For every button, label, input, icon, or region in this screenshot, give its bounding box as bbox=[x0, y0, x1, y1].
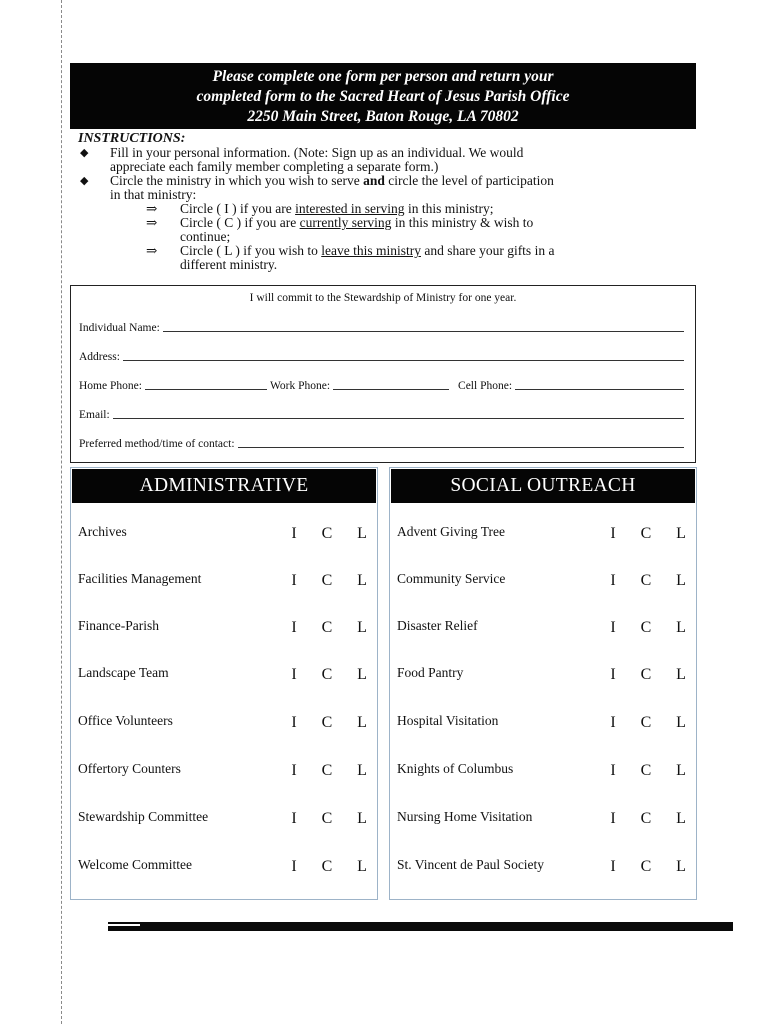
admin-ministry-name[interactable]: Stewardship Committee bbox=[78, 809, 209, 824]
admin-ministry-row bbox=[78, 571, 377, 591]
instruction-bullet-1: ◆ Fill in your personal information. (Note: Sign up as an individual. We would appreciate each family member completing a separate form.) bbox=[80, 145, 524, 174]
outreach-ministry-row bbox=[397, 713, 696, 733]
option-i-circle-target[interactable]: I bbox=[610, 858, 616, 875]
instruction-sub-2: ⇒ Circle ( C ) if you are currently serving in this ministry & wish to continue; bbox=[146, 215, 534, 244]
outreach-ministry-name[interactable]: Nursing Home Visitation bbox=[397, 809, 533, 824]
option-c-circle-target[interactable]: C bbox=[640, 858, 652, 875]
option-l-circle-target[interactable]: L bbox=[357, 619, 367, 636]
outreach-ministry-name[interactable]: Advent Giving Tree bbox=[397, 524, 505, 539]
preferred-contact-label: Preferred method/time of contact: bbox=[79, 438, 235, 450]
option-l-circle-target[interactable]: L bbox=[676, 572, 686, 589]
admin-ministry-name[interactable]: Office Volunteers bbox=[78, 713, 173, 728]
option-c-circle-target[interactable]: C bbox=[640, 619, 652, 636]
admin-ministry-row bbox=[78, 618, 377, 638]
footer-bar-notch bbox=[108, 924, 140, 926]
double-arrow-icon: ⇒ bbox=[146, 201, 158, 216]
option-c-circle-target[interactable]: C bbox=[321, 619, 333, 636]
home-phone-label: Home Phone: bbox=[79, 380, 142, 392]
outreach-ministry-name[interactable]: Hospital Visitation bbox=[397, 713, 499, 728]
individual-name-row bbox=[79, 320, 687, 334]
social-outreach-section bbox=[389, 467, 697, 900]
option-i-circle-target[interactable]: I bbox=[291, 714, 297, 731]
admin-ministry-name[interactable]: Archives bbox=[78, 524, 127, 539]
option-c-circle-target[interactable]: C bbox=[640, 810, 652, 827]
option-i-circle-target[interactable]: I bbox=[291, 858, 297, 875]
option-i-circle-target[interactable]: I bbox=[610, 525, 616, 542]
option-i-circle-target[interactable]: I bbox=[610, 714, 616, 731]
option-i-circle-target[interactable]: I bbox=[610, 762, 616, 779]
option-c-circle-target[interactable]: C bbox=[321, 525, 333, 542]
option-i-circle-target[interactable]: I bbox=[610, 810, 616, 827]
option-l-circle-target[interactable]: L bbox=[676, 810, 686, 827]
outreach-ministry-name[interactable]: Knights of Columbus bbox=[397, 761, 514, 776]
address-field[interactable] bbox=[123, 349, 684, 361]
option-l-circle-target[interactable]: L bbox=[676, 714, 686, 731]
option-i-circle-target[interactable]: I bbox=[291, 810, 297, 827]
option-c-circle-target[interactable]: C bbox=[640, 572, 652, 589]
admin-ministry-row bbox=[78, 524, 377, 544]
option-i-circle-target[interactable]: I bbox=[291, 666, 297, 683]
outreach-ministry-row bbox=[397, 618, 696, 638]
home-phone-field[interactable] bbox=[145, 378, 267, 390]
option-l-circle-target[interactable]: L bbox=[676, 858, 686, 875]
phone-row bbox=[79, 378, 687, 392]
cell-phone-field[interactable] bbox=[515, 378, 684, 390]
admin-ministry-name[interactable]: Welcome Committee bbox=[78, 857, 193, 872]
option-l-circle-target[interactable]: L bbox=[357, 714, 367, 731]
option-c-circle-target[interactable]: C bbox=[321, 858, 333, 875]
commitment-statement: I will commit to the Stewardship of Ministry for one year. bbox=[249, 292, 517, 304]
header-line-3: 2250 Main Street, Baton Rouge, LA 70802 bbox=[247, 108, 519, 125]
outreach-ministry-row bbox=[397, 857, 696, 877]
footer-bar bbox=[108, 922, 733, 931]
instruction-sub-1: ⇒ Circle ( I ) if you are interested in serving in this ministry; bbox=[146, 201, 494, 216]
work-phone-label: Work Phone: bbox=[269, 380, 331, 392]
email-field[interactable] bbox=[113, 407, 684, 419]
option-c-circle-target[interactable]: C bbox=[321, 810, 333, 827]
instructions-title: INSTRUCTIONS: bbox=[78, 131, 186, 146]
fold-line bbox=[61, 0, 62, 1024]
outreach-ministry-row bbox=[397, 524, 696, 544]
preferred-contact-field[interactable] bbox=[238, 436, 684, 448]
admin-ministry-row bbox=[78, 665, 377, 685]
admin-ministry-name[interactable]: Landscape Team bbox=[78, 665, 169, 680]
email-label: Email: bbox=[79, 409, 110, 421]
admin-ministry-name[interactable]: Offertory Counters bbox=[78, 761, 181, 776]
option-l-circle-target[interactable]: L bbox=[357, 572, 367, 589]
option-i-circle-target[interactable]: I bbox=[291, 525, 297, 542]
option-c-circle-target[interactable]: C bbox=[321, 572, 333, 589]
admin-ministry-name[interactable]: Finance-Parish bbox=[78, 618, 159, 633]
option-i-circle-target[interactable]: I bbox=[291, 619, 297, 636]
option-i-circle-target[interactable]: I bbox=[610, 619, 616, 636]
option-l-circle-target[interactable]: L bbox=[357, 525, 367, 542]
header-line-1: Please complete one form per person and return your bbox=[212, 68, 554, 85]
header-banner bbox=[70, 63, 696, 129]
outreach-ministry-name[interactable]: Community Service bbox=[397, 571, 506, 586]
admin-ministry-row bbox=[78, 809, 377, 829]
option-c-circle-target[interactable]: C bbox=[640, 762, 652, 779]
address-row bbox=[79, 349, 687, 363]
option-i-circle-target[interactable]: I bbox=[610, 572, 616, 589]
option-l-circle-target[interactable]: L bbox=[676, 619, 686, 636]
administrative-section bbox=[70, 467, 378, 900]
administrative-title: ADMINISTRATIVE bbox=[72, 469, 376, 503]
option-l-circle-target[interactable]: L bbox=[357, 810, 367, 827]
option-l-circle-target[interactable]: L bbox=[676, 762, 686, 779]
diamond-bullet-icon: ◆ bbox=[80, 147, 89, 159]
outreach-ministry-row bbox=[397, 665, 696, 685]
individual-name-field[interactable] bbox=[163, 320, 684, 332]
outreach-ministry-row bbox=[397, 571, 696, 591]
outreach-ministry-row bbox=[397, 761, 696, 781]
option-l-circle-target[interactable]: L bbox=[357, 858, 367, 875]
admin-ministry-row bbox=[78, 761, 377, 781]
social-outreach-title: SOCIAL OUTREACH bbox=[391, 469, 695, 503]
admin-ministry-row bbox=[78, 713, 377, 733]
double-arrow-icon: ⇒ bbox=[146, 243, 158, 258]
option-l-circle-target[interactable]: L bbox=[676, 525, 686, 542]
cell-phone-label: Cell Phone: bbox=[458, 380, 513, 392]
option-c-circle-target[interactable]: C bbox=[640, 666, 652, 683]
personal-info-box bbox=[70, 285, 696, 463]
option-i-circle-target[interactable]: I bbox=[610, 666, 616, 683]
outreach-ministry-name[interactable]: Food Pantry bbox=[397, 665, 464, 680]
header-line-2: completed form to the Sacred Heart of Jesus Parish Office bbox=[196, 88, 570, 105]
option-c-circle-target[interactable]: C bbox=[640, 714, 652, 731]
outreach-ministry-row bbox=[397, 809, 696, 829]
diamond-bullet-icon: ◆ bbox=[80, 175, 89, 187]
option-l-circle-target[interactable]: L bbox=[357, 666, 367, 683]
double-arrow-icon: ⇒ bbox=[146, 215, 158, 230]
option-c-circle-target[interactable]: C bbox=[321, 714, 333, 731]
option-l-circle-target[interactable]: L bbox=[676, 666, 686, 683]
instruction-sub-3: ⇒ Circle ( L ) if you wish to leave this ministry and share your gifts in a different ministry. bbox=[146, 243, 555, 272]
email-row bbox=[79, 407, 687, 421]
option-i-circle-target[interactable]: I bbox=[291, 572, 297, 589]
work-phone-field[interactable] bbox=[333, 378, 449, 390]
preferred-contact-row bbox=[79, 436, 687, 450]
option-c-circle-target[interactable]: C bbox=[321, 666, 333, 683]
option-c-circle-target[interactable]: C bbox=[321, 762, 333, 779]
instructions bbox=[78, 132, 698, 272]
option-c-circle-target[interactable]: C bbox=[640, 525, 652, 542]
option-l-circle-target[interactable]: L bbox=[357, 762, 367, 779]
individual-name-label: Individual Name: bbox=[79, 322, 160, 334]
address-label: Address: bbox=[79, 351, 120, 363]
admin-ministry-row bbox=[78, 857, 377, 877]
admin-ministry-name[interactable]: Facilities Management bbox=[78, 571, 202, 586]
outreach-ministry-name[interactable]: St. Vincent de Paul Society bbox=[397, 857, 545, 872]
outreach-ministry-name[interactable]: Disaster Relief bbox=[397, 618, 478, 633]
option-i-circle-target[interactable]: I bbox=[291, 762, 297, 779]
instruction-bullet-2: ◆ Circle the ministry in which you wish to serve and circle the level of participation in that ministry: bbox=[80, 173, 554, 202]
